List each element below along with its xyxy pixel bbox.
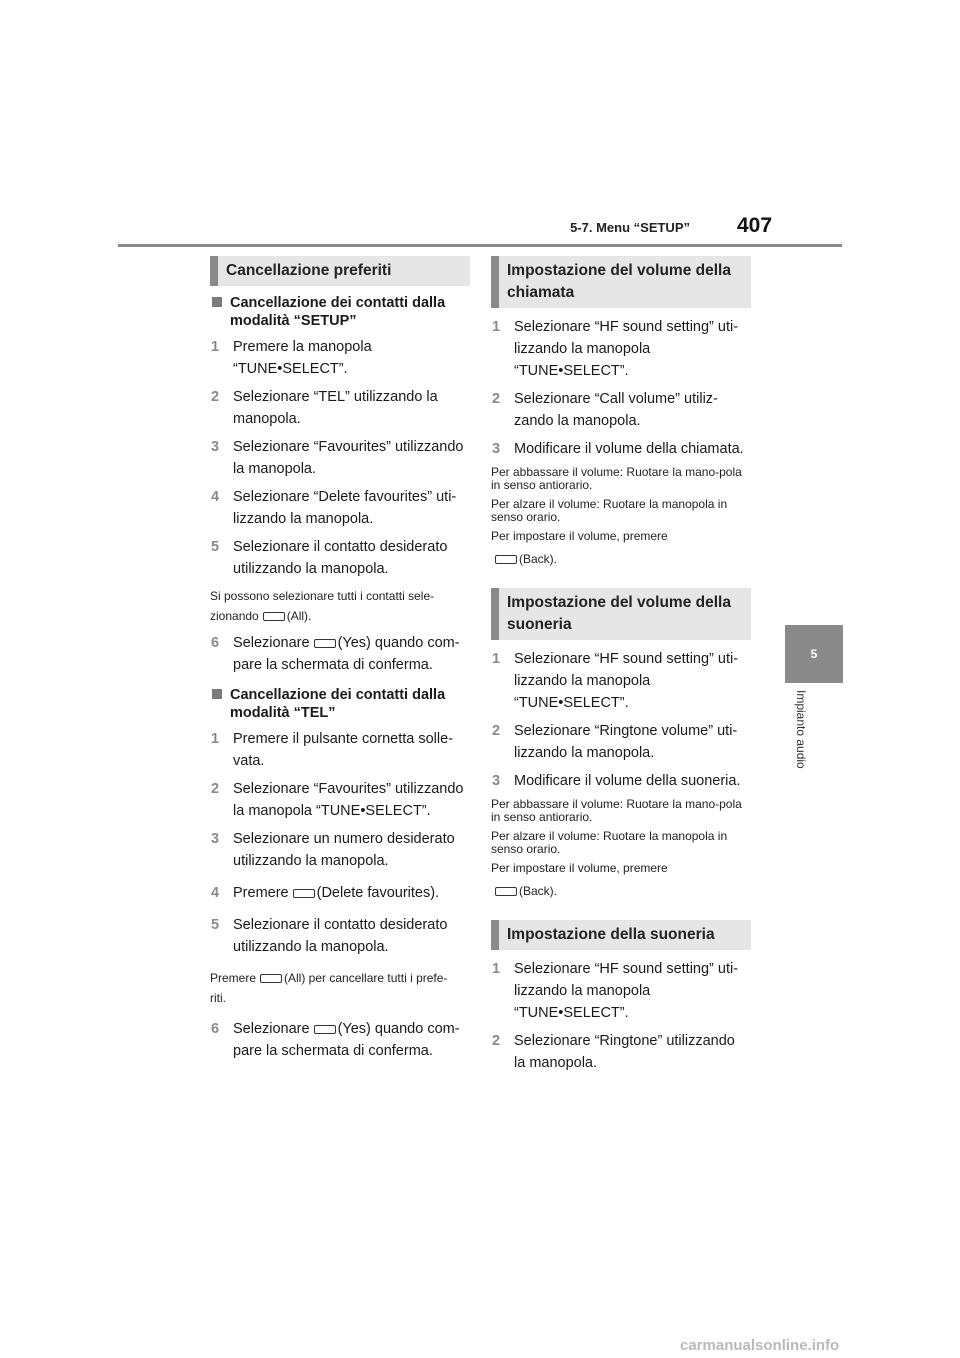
note-back-ring: (Back). bbox=[491, 885, 751, 898]
section-header: 5-7. Menu “SETUP” bbox=[570, 220, 690, 235]
back-button-icon bbox=[495, 887, 517, 896]
right-column bbox=[491, 256, 751, 1080]
note-back: (Back). bbox=[491, 553, 751, 566]
all-button-icon bbox=[260, 974, 282, 983]
delete-favourites-button-icon bbox=[293, 889, 315, 898]
header-rule bbox=[118, 244, 842, 247]
note-delete-all: Premere (All) per cancellare tutti i prefe- riti. bbox=[210, 971, 448, 1005]
ring-vol-step-1: 1 Selezionare “HF sound setting” uti- lizzando la manopola “TUNE•SELECT”. bbox=[492, 651, 739, 711]
section-title-ringtone-volume: Impostazione del volume della suoneria bbox=[491, 588, 751, 640]
call-step-3: 3 Modificare il volume della chiamata. bbox=[492, 441, 744, 457]
step-1: 1 Premere la manopola “TUNE•SELECT”. bbox=[211, 339, 372, 377]
ring-vol-step-2: 2 Selezionare “Ringtone volume” uti- lizzando la manopola. bbox=[492, 723, 738, 761]
chapter-label: Impianto audio bbox=[794, 690, 808, 769]
yes-button-icon bbox=[314, 1025, 336, 1034]
all-button-icon bbox=[263, 612, 285, 621]
step-3: 3 Selezionare “Favourites” utilizzando la manopola. bbox=[211, 439, 464, 477]
note-set-volume: Per impostare il volume, premere bbox=[491, 529, 668, 543]
chapter-tab: 5 bbox=[785, 625, 843, 683]
tel-step-3: 3 Selezionare un numero desiderato utilizzando la manopola. bbox=[211, 831, 455, 869]
yes-button-icon bbox=[314, 639, 336, 648]
ring-vol-step-3: 3 Modificare il volume della suoneria. bbox=[492, 773, 741, 789]
subheading-setup: Cancellazione dei contatti dalla modalità “SETUP” bbox=[210, 294, 470, 330]
call-step-2: 2 Selezionare “Call volume” utiliz- zando la manopola. bbox=[492, 391, 718, 429]
tel-step-4: 4 Premere (Delete favourites). bbox=[211, 885, 440, 901]
page-number: 407 bbox=[737, 214, 773, 237]
note-lower-volume: Per abbassare il volume: Ruotare la mano-pola in senso antiorario. bbox=[491, 465, 742, 492]
back-button-icon bbox=[495, 555, 517, 564]
call-step-1: 1 Selezionare “HF sound setting” uti- lizzando la manopola “TUNE•SELECT”. bbox=[492, 319, 739, 379]
ringtone-step-2: 2 Selezionare “Ringtone” utilizzando la manopola. bbox=[492, 1033, 735, 1071]
left-column bbox=[210, 256, 470, 1068]
note-select-all: Si possono selezionare tutti i contatti sele- zionando (All). bbox=[210, 589, 435, 623]
tel-step-5: 5 Selezionare il contatto desiderato utilizzando la manopola. bbox=[211, 917, 448, 955]
watermark-footer: carmanualsonline.info bbox=[680, 1337, 840, 1354]
section-title-favourites: Cancellazione preferiti bbox=[210, 256, 470, 286]
note-lower-volume-ring: Per abbassare il volume: Ruotare la mano-pola in senso antiorario. bbox=[491, 797, 742, 824]
note-raise-volume-ring: Per alzare il volume: Ruotare la manopola in senso orario. bbox=[491, 829, 728, 856]
note-raise-volume: Per alzare il volume: Ruotare la manopola in senso orario. bbox=[491, 497, 728, 524]
ringtone-step-1: 1 Selezionare “HF sound setting” uti- lizzando la manopola “TUNE•SELECT”. bbox=[492, 961, 739, 1021]
tel-step-2: 2 Selezionare “Favourites” utilizzando la manopola “TUNE•SELECT”. bbox=[211, 781, 464, 819]
step-2: 2 Selezionare “TEL” utilizzando la manopola. bbox=[211, 389, 438, 427]
subheading-tel: Cancellazione dei contatti dalla modalità “TEL” bbox=[210, 686, 470, 722]
section-title-ringtone: Impostazione della suoneria bbox=[491, 920, 751, 950]
square-bullet-icon bbox=[212, 297, 222, 307]
step-6: 6 Selezionare (Yes) quando com- pare la schermata di conferma. bbox=[211, 635, 460, 673]
section-title-call-volume: Impostazione del volume della chiamata bbox=[491, 256, 751, 308]
note-set-volume-ring: Per impostare il volume, premere bbox=[491, 861, 668, 875]
step-4: 4 Selezionare “Delete favourites” uti- lizzando la manopola. bbox=[211, 489, 457, 527]
step-5: 5 Selezionare il contatto desiderato utilizzando la manopola. bbox=[211, 539, 448, 577]
tel-step-6: 6 Selezionare (Yes) quando com- pare la schermata di conferma. bbox=[211, 1021, 460, 1059]
square-bullet-icon bbox=[212, 689, 222, 699]
tel-step-1: 1 Premere il pulsante cornetta solle- vata. bbox=[211, 731, 454, 769]
